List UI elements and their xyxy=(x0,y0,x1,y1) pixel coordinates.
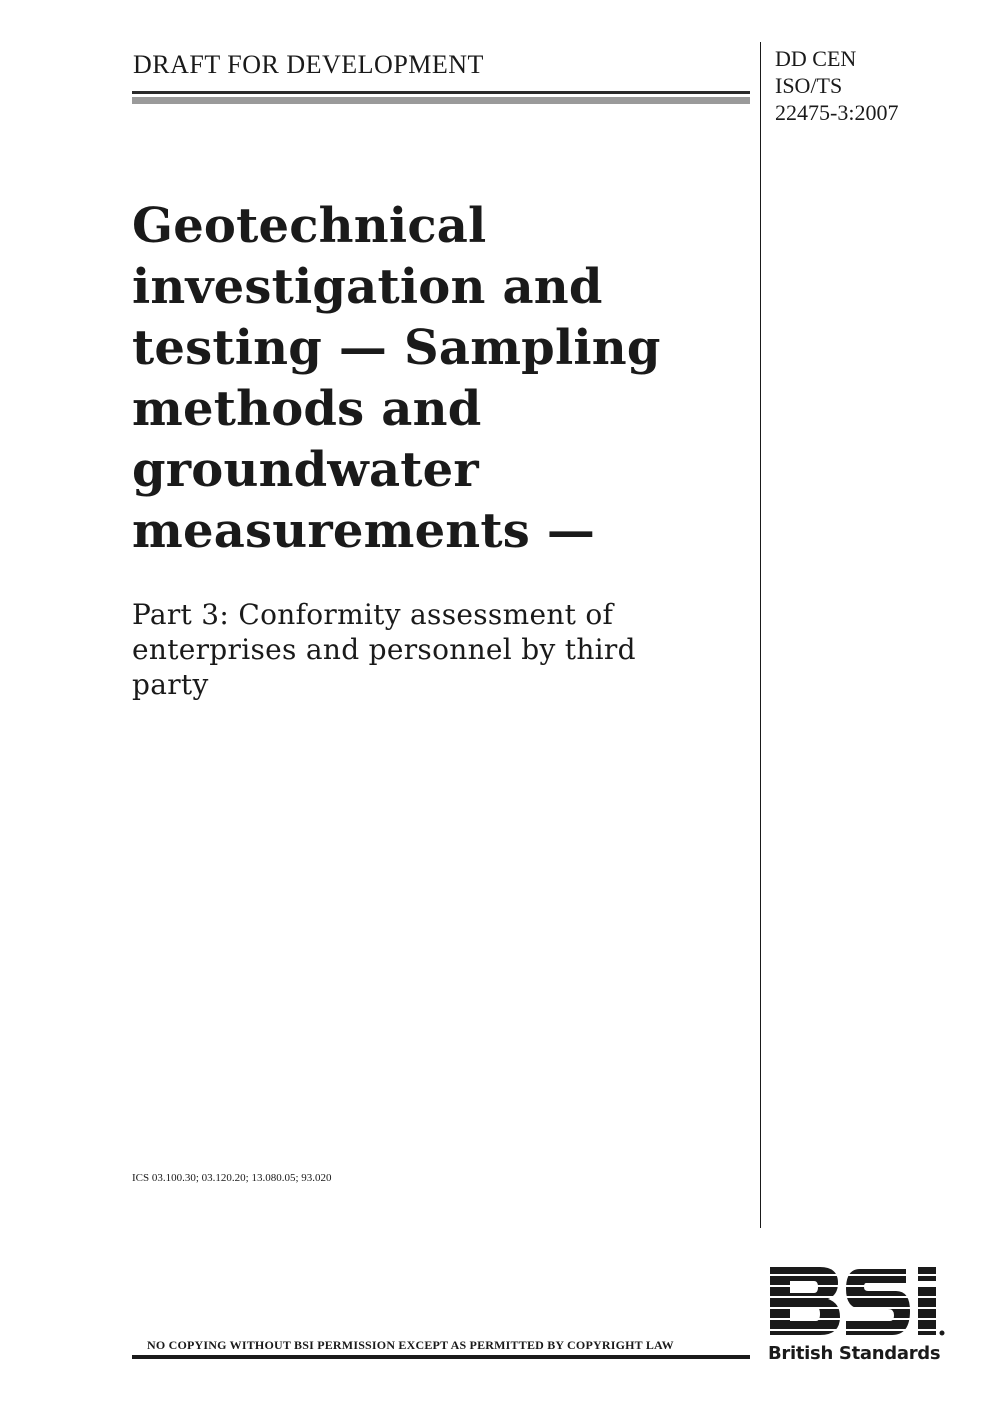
header-rule-thick xyxy=(132,97,750,104)
copyright-notice: NO COPYING WITHOUT BSI PERMISSION EXCEPT AS PERMITTED BY COPYRIGHT LAW xyxy=(147,1338,674,1352)
subtitle-line: Part 3: Conformity assessment of xyxy=(132,598,614,631)
header-rule-thin xyxy=(132,91,750,94)
subtitle-line: enterprises and personnel by third xyxy=(132,633,636,666)
logo-caption: British Standards xyxy=(768,1343,941,1364)
document-id-line: ISO/TS xyxy=(775,73,843,98)
title-line: measurements — xyxy=(132,503,596,559)
footer-rule xyxy=(132,1355,750,1359)
title-line: methods and xyxy=(132,381,482,437)
header-label: DRAFT FOR DEVELOPMENT xyxy=(133,50,484,79)
ics-codes: ICS 03.100.30; 03.120.20; 13.080.05; 93.020 xyxy=(132,1172,332,1184)
title-line: Geotechnical xyxy=(132,198,487,254)
vertical-divider xyxy=(760,42,761,1228)
document-identifier xyxy=(775,45,898,126)
title-line: groundwater xyxy=(132,442,479,498)
main-title xyxy=(132,196,752,562)
subtitle-line: party xyxy=(132,668,209,701)
title-line: investigation and xyxy=(132,259,603,315)
document-id-line: DD CEN xyxy=(775,46,857,71)
document-id-line: 22475-3:2007 xyxy=(775,100,899,125)
subtitle xyxy=(132,597,752,702)
title-line: testing — Sampling xyxy=(132,320,661,376)
